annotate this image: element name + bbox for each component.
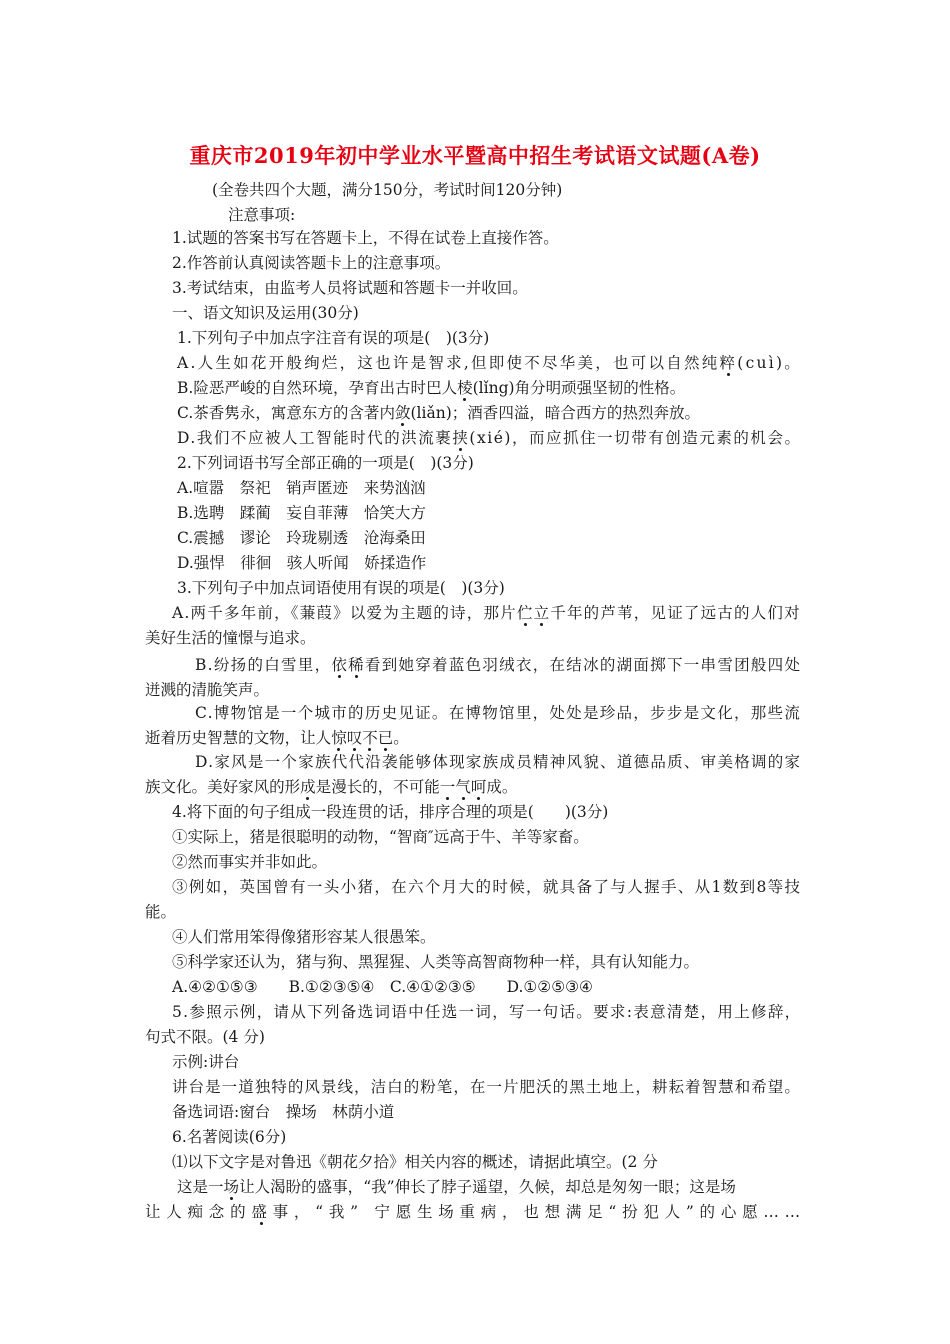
text-line: 备选词语:窗台 操场 林荫小道 bbox=[172, 1103, 395, 1121]
text-line: (全卷共四个大题，满分150分，考试时间120分钟) bbox=[212, 181, 563, 199]
text-line: 1.下列句子中加点字注音有误的项是( )(3分) bbox=[177, 329, 490, 347]
text-line: 1.试题的答案书写在答题卡上，不得在试卷上直接作答。 bbox=[172, 229, 559, 247]
text-line: 族文化。美好家风的形成是漫长的，不可能一气呵成。 bbox=[145, 778, 518, 796]
text-line: 句式不限。(4 分) bbox=[145, 1028, 265, 1046]
text-line: 能。 bbox=[145, 903, 177, 921]
text-line: 2.下列词语书写全部正确的一项是( )(3分) bbox=[177, 454, 474, 472]
text-line: ⑤科学家还认为，猪与狗、黑猩猩、人类等高智商物种一样，具有认知能力。 bbox=[172, 953, 700, 971]
text-line: C.震撼 谬论 玲珑剔透 沧海桑田 bbox=[177, 529, 426, 547]
text-line: 逝着历史智慧的文物，让人惊叹不已。 bbox=[145, 729, 409, 747]
text-line: D.家风是一个家族代代沿袭能够体现家族成员精神风貌、道德品质、审美格调的家 bbox=[195, 753, 802, 771]
text-line: 注意事项: bbox=[228, 206, 296, 224]
text-line: B.选聘 蹂蔺 妄自菲薄 恰笑大方 bbox=[177, 504, 426, 522]
text-line: 6.名著阅读(6分) bbox=[172, 1128, 287, 1146]
exam-title: 重庆市2019年初中学业水平暨高中招生考试语文试题(A卷) bbox=[189, 143, 761, 168]
text-line: 3.考试结束，由监考人员将试题和答题卡一并收回。 bbox=[172, 279, 528, 297]
text-line: 4.将下面的句子组成一段连贯的话，排序合理的项是( )(3分) bbox=[172, 803, 609, 821]
text-line: 迸溅的清脆笑声。 bbox=[145, 681, 270, 699]
text-line: A.人生如花开般绚烂，这也许是智求,但即使不尽华美，也可以自然纯粹(cuì)。 bbox=[177, 354, 802, 372]
text-line: 这是一场让人渴盼的盛事，“我”伸长了脖子遥望，久候，却总是匆匆一眼；这是场 bbox=[177, 1178, 736, 1196]
text-line: ④人们常用笨得像猪形容某人很愚笨。 bbox=[172, 928, 436, 946]
text-line: 3.下列句子中加点词语使用有误的项是( )(3分) bbox=[177, 579, 505, 597]
text-line: A.④②①⑤③ B.①②③⑤④ C.④①②③⑤ D.①②⑤③④ bbox=[172, 978, 593, 996]
text-line: D.我们不应被人工智能时代的洪流裹挟(xié)，而应抓住一切带有创造元素的机会。 bbox=[177, 429, 802, 447]
text-line: C.博物馆是一个城市的历史见证。在博物馆里，处处是珍品，步步是文化，那些流 bbox=[195, 704, 802, 722]
text-line: B.险恶严峻的自然环境，孕育出古时巴人棱(lǐng)角分明顽强坚韧的性格。 bbox=[177, 379, 686, 397]
text-line: 讲台是一道独特的风景线，洁白的粉笔，在一片肥沃的黑土地上，耕耘着智慧和希望。 bbox=[172, 1078, 801, 1096]
text-line: 2.作答前认真阅读答题卡上的注意事项。 bbox=[172, 254, 451, 272]
text-line: C.茶香隽永，寓意东方的含著内敛(liǎn)；酒香四溢，暗合西方的热烈奔放。 bbox=[177, 404, 701, 422]
text-line: 5.参照示例，请从下列备选词语中任选一词，写一句话。要求:表意清楚，用上修辞， bbox=[172, 1003, 802, 1021]
text-line: 让人痴念的盛事，“我” 宁愿生场重病，也想满足“扮犯人”的心愿…… bbox=[145, 1203, 806, 1221]
text-line: 示例:讲台 bbox=[172, 1053, 240, 1071]
text-line: ⑴以下文字是对鲁迅《朝花夕拾》相关内容的概述，请据此填空。(2 分 bbox=[172, 1153, 658, 1171]
text-line: 一、语文知识及运用(30分) bbox=[172, 304, 359, 322]
text-line: ③例如，英国曾有一头小猪，在六个月大的时候，就具备了与人握手、从1数到8等技 bbox=[172, 878, 802, 896]
text-line: ②然而事实并非如此。 bbox=[172, 853, 328, 871]
text-line: D.强悍 徘徊 骇人听闻 娇揉造作 bbox=[177, 554, 427, 572]
text-line: A.两千多年前，《蒹葭》以爱为主题的诗，那片伫立千年的芦苇，见证了远古的人们对 bbox=[172, 604, 801, 622]
text-line: A.喧嚣 祭祀 销声匿迹 来势汹汹 bbox=[177, 479, 426, 497]
text-line: B.纷扬的白雪里，依稀看到她穿着蓝色羽绒衣，在结冰的湖面掷下一串雪团般四处 bbox=[195, 656, 802, 674]
text-line: 美好生活的憧憬与追求。 bbox=[145, 629, 316, 647]
text-line: ①实际上，猪是很聪明的动物，“智商″远高于牛、羊等家畜。 bbox=[172, 828, 589, 846]
